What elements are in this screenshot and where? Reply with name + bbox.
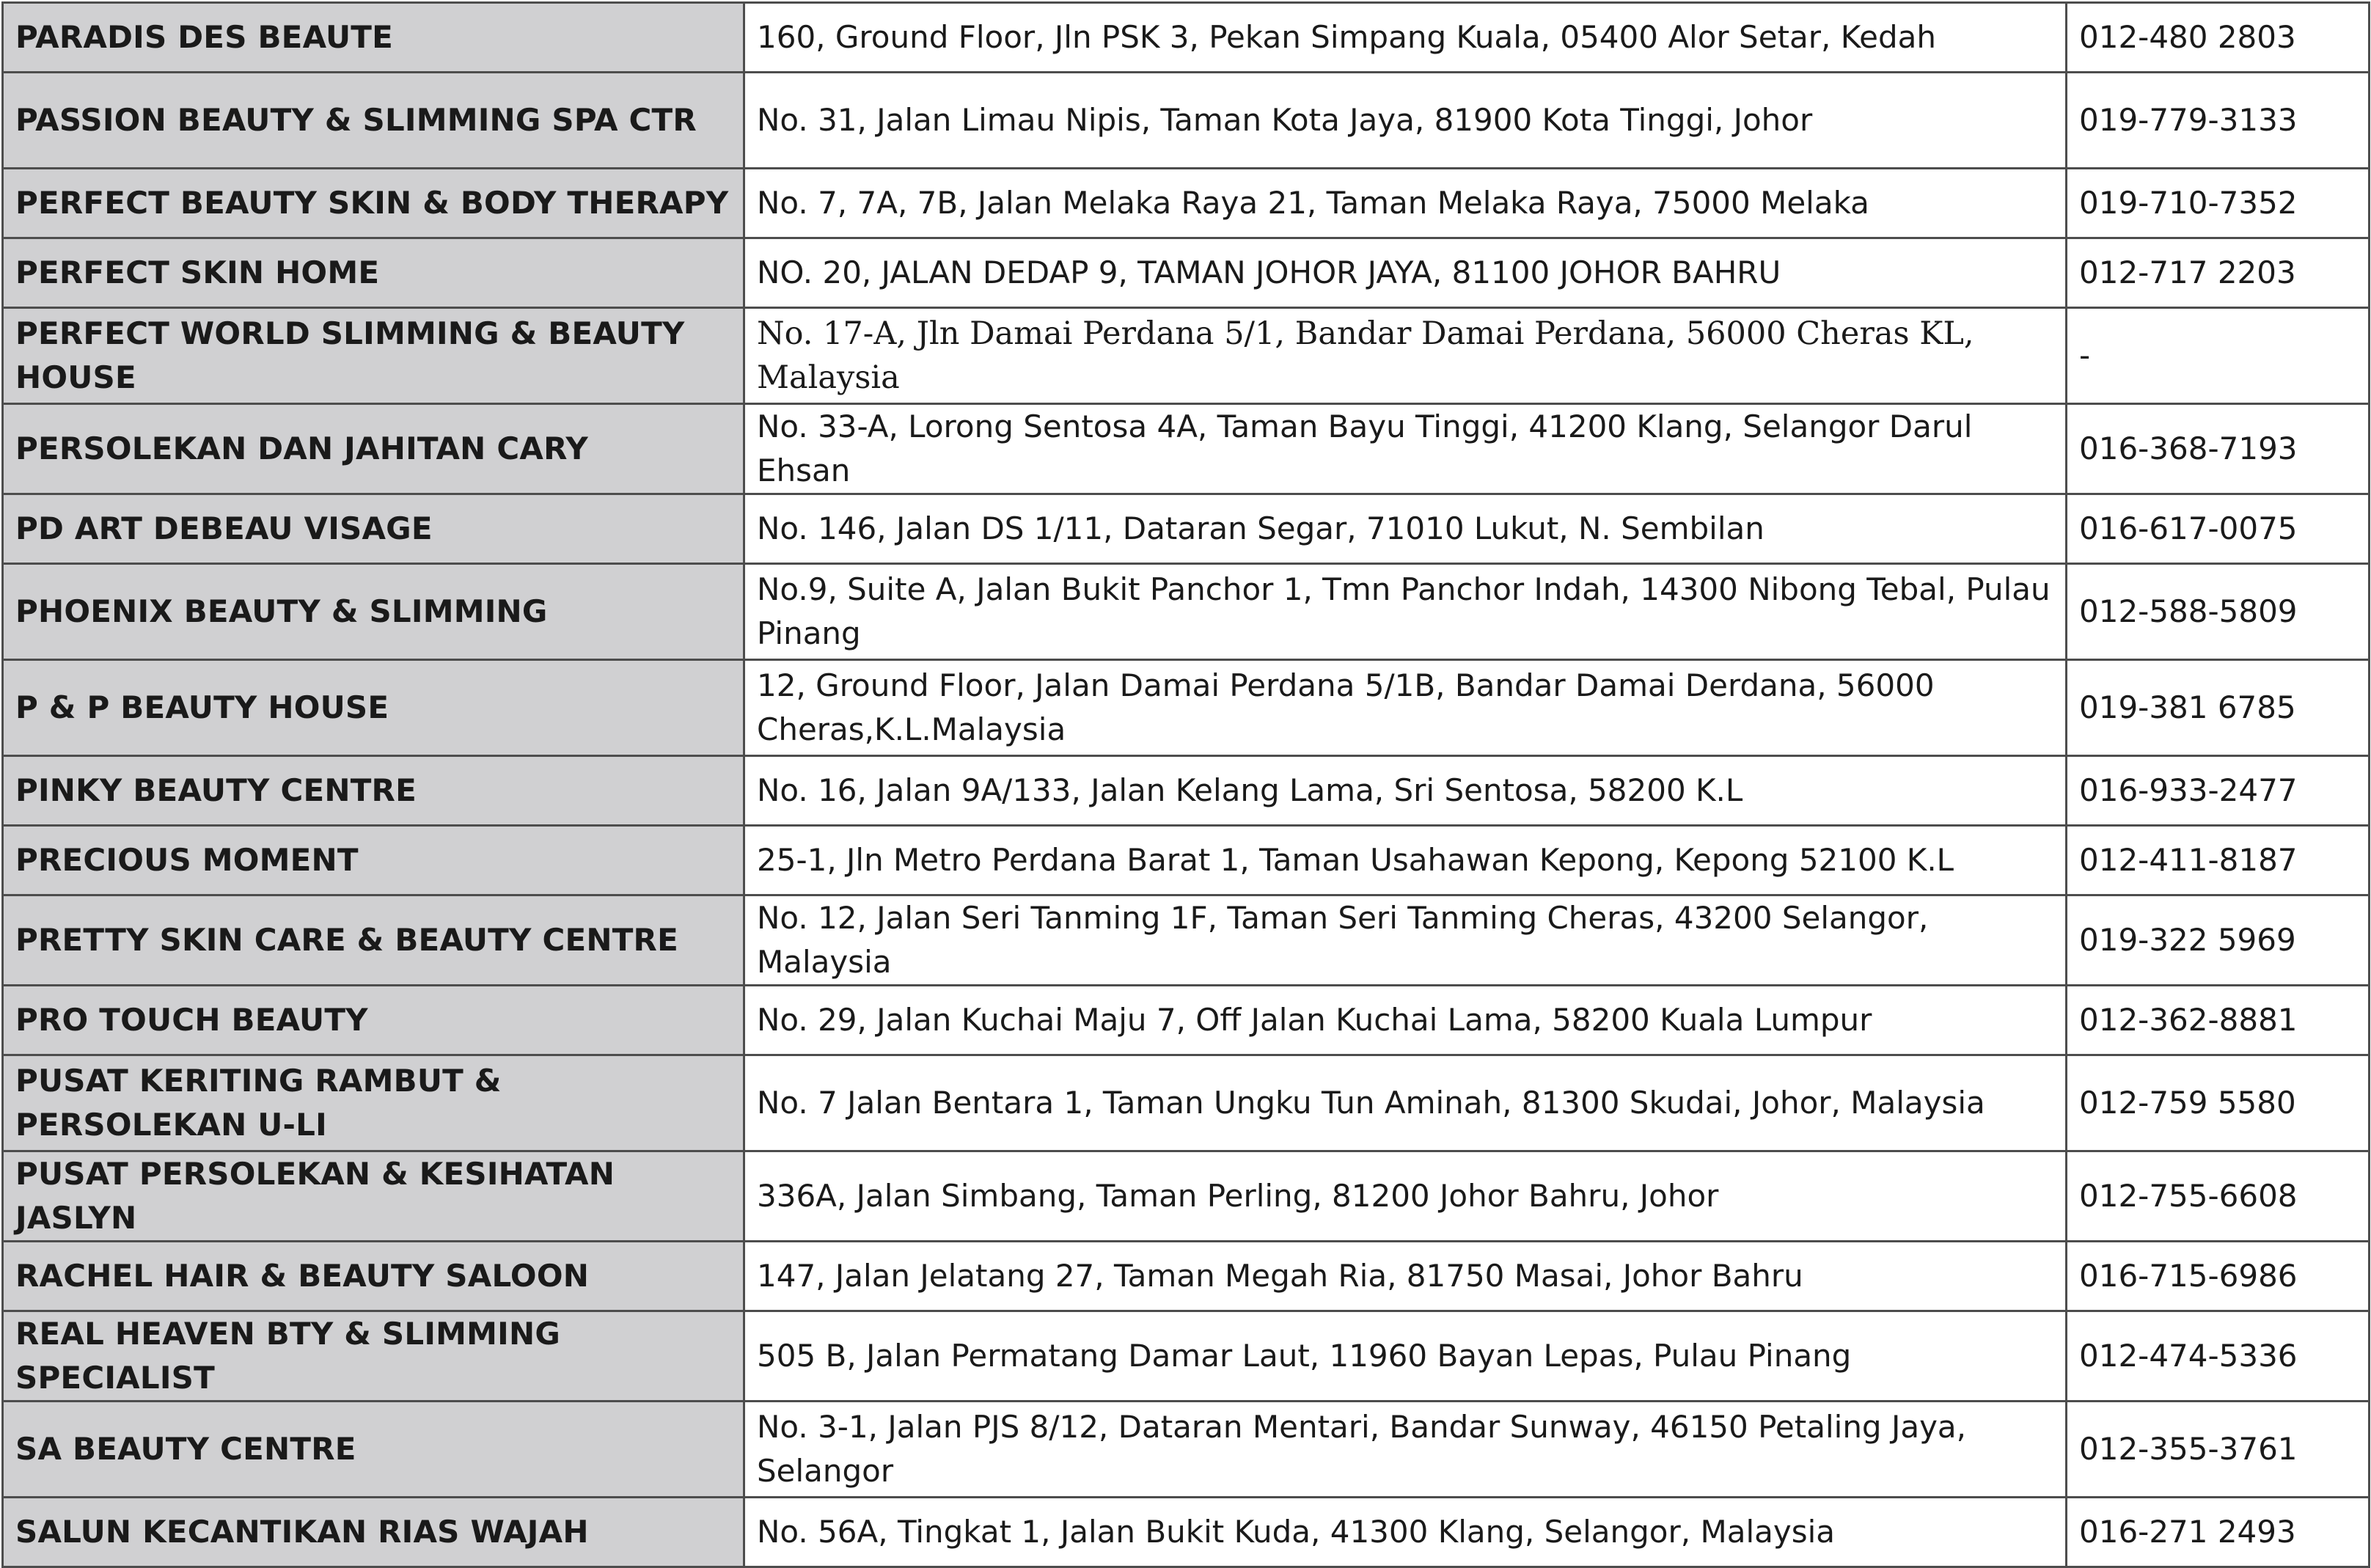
business-name: PUSAT PERSOLEKAN & KESIHATAN JASLYN bbox=[3, 1151, 744, 1242]
business-phone: 012-362-8881 bbox=[2067, 986, 2370, 1055]
business-name: PD ART DEBEAU VISAGE bbox=[3, 494, 744, 564]
business-name: P & P BEAUTY HOUSE bbox=[3, 660, 744, 756]
business-phone: 012-588-5809 bbox=[2067, 564, 2370, 660]
business-name: PINKY BEAUTY CENTRE bbox=[3, 756, 744, 826]
table-row bbox=[3, 564, 2370, 660]
business-address: 160, Ground Floor, Jln PSK 3, Pekan Simpang Kuala, 05400 Alor Setar, Kedah bbox=[744, 3, 2067, 73]
table-row bbox=[3, 494, 2370, 564]
business-address: No. 33-A, Lorong Sentosa 4A, Taman Bayu Tinggi, 41200 Klang, Selangor Darul Ehsan bbox=[744, 404, 2067, 494]
business-name: PARADIS DES BEAUTE bbox=[3, 3, 744, 73]
business-phone: 016-933-2477 bbox=[2067, 756, 2370, 826]
table-row bbox=[3, 169, 2370, 238]
business-address: 147, Jalan Jelatang 27, Taman Megah Ria, 81750 Masai, Johor Bahru bbox=[744, 1242, 2067, 1311]
business-address: No. 12, Jalan Seri Tanming 1F, Taman Seri Tanming Cheras, 43200 Selangor, Malaysia bbox=[744, 895, 2067, 986]
business-name: PERFECT SKIN HOME bbox=[3, 238, 744, 308]
business-phone: 019-381 6785 bbox=[2067, 660, 2370, 756]
table-row bbox=[3, 404, 2370, 494]
table-row bbox=[3, 1055, 2370, 1151]
table-row bbox=[3, 3, 2370, 73]
business-phone: - bbox=[2067, 308, 2370, 404]
table-row bbox=[3, 1151, 2370, 1242]
business-address: No. 16, Jalan 9A/133, Jalan Kelang Lama, Sri Sentosa, 58200 K.L bbox=[744, 756, 2067, 826]
business-address: No. 146, Jalan DS 1/11, Dataran Segar, 71010 Lukut, N. Sembilan bbox=[744, 494, 2067, 564]
business-phone: 016-617-0075 bbox=[2067, 494, 2370, 564]
business-phone: 019-710-7352 bbox=[2067, 169, 2370, 238]
business-address: No. 7, 7A, 7B, Jalan Melaka Raya 21, Taman Melaka Raya, 75000 Melaka bbox=[744, 169, 2067, 238]
business-address: 505 B, Jalan Permatang Damar Laut, 11960 Bayan Lepas, Pulau Pinang bbox=[744, 1311, 2067, 1402]
business-name: PHOENIX BEAUTY & SLIMMING bbox=[3, 564, 744, 660]
business-phone: 012-474-5336 bbox=[2067, 1311, 2370, 1402]
business-name: PUSAT KERITING RAMBUT & PERSOLEKAN U-LI bbox=[3, 1055, 744, 1151]
business-address: No. 7 Jalan Bentara 1, Taman Ungku Tun Aminah, 81300 Skudai, Johor, Malaysia bbox=[744, 1055, 2067, 1151]
table-row bbox=[3, 986, 2370, 1055]
business-phone: 012-411-8187 bbox=[2067, 826, 2370, 895]
business-name: PRO TOUCH BEAUTY bbox=[3, 986, 744, 1055]
business-name: PRETTY SKIN CARE & BEAUTY CENTRE bbox=[3, 895, 744, 986]
business-phone: 012-355-3761 bbox=[2067, 1402, 2370, 1498]
business-name: PERSOLEKAN DAN JAHITAN CARY bbox=[3, 404, 744, 494]
business-address: 336A, Jalan Simbang, Taman Perling, 81200 Johor Bahru, Johor bbox=[744, 1151, 2067, 1242]
business-name: SA BEAUTY CENTRE bbox=[3, 1402, 744, 1498]
business-address: 25-1, Jln Metro Perdana Barat 1, Taman Usahawan Kepong, Kepong 52100 K.L bbox=[744, 826, 2067, 895]
business-name: SALUN KECANTIKAN RIAS WAJAH bbox=[3, 1498, 744, 1567]
business-name: PERFECT BEAUTY SKIN & BODY THERAPY bbox=[3, 169, 744, 238]
table-row bbox=[3, 308, 2370, 404]
business-phone: 016-368-7193 bbox=[2067, 404, 2370, 494]
business-phone: 012-755-6608 bbox=[2067, 1151, 2370, 1242]
business-name: PASSION BEAUTY & SLIMMING SPA CTR bbox=[3, 73, 744, 169]
table-row bbox=[3, 756, 2370, 826]
business-phone: 019-779-3133 bbox=[2067, 73, 2370, 169]
business-address: NO. 20, JALAN DEDAP 9, TAMAN JOHOR JAYA, 81100 JOHOR BAHRU bbox=[744, 238, 2067, 308]
business-address: No. 17-A, Jln Damai Perdana 5/1, Bandar Damai Perdana, 56000 Cheras KL, Malaysia bbox=[744, 308, 2067, 404]
table-row bbox=[3, 238, 2370, 308]
business-phone: 012-717 2203 bbox=[2067, 238, 2370, 308]
business-address: No. 56A, Tingkat 1, Jalan Bukit Kuda, 41300 Klang, Selangor, Malaysia bbox=[744, 1498, 2067, 1567]
table-row bbox=[3, 1402, 2370, 1498]
business-phone: 016-271 2493 bbox=[2067, 1498, 2370, 1567]
table-row bbox=[3, 895, 2370, 986]
table-row bbox=[3, 1498, 2370, 1567]
table-row bbox=[3, 826, 2370, 895]
business-address: No. 31, Jalan Limau Nipis, Taman Kota Jaya, 81900 Kota Tinggi, Johor bbox=[744, 73, 2067, 169]
business-address: No. 3-1, Jalan PJS 8/12, Dataran Mentari, Bandar Sunway, 46150 Petaling Jaya, Selangor bbox=[744, 1402, 2067, 1498]
business-name: PRECIOUS MOMENT bbox=[3, 826, 744, 895]
business-address: No. 29, Jalan Kuchai Maju 7, Off Jalan Kuchai Lama, 58200 Kuala Lumpur bbox=[744, 986, 2067, 1055]
business-name: REAL HEAVEN BTY & SLIMMING SPECIALIST bbox=[3, 1311, 744, 1402]
table-row bbox=[3, 1311, 2370, 1402]
business-address: No.9, Suite A, Jalan Bukit Panchor 1, Tmn Panchor Indah, 14300 Nibong Tebal, Pulau Pinang bbox=[744, 564, 2067, 660]
business-name: PERFECT WORLD SLIMMING & BEAUTY HOUSE bbox=[3, 308, 744, 404]
table-row bbox=[3, 660, 2370, 756]
business-address: 12, Ground Floor, Jalan Damai Perdana 5/1B, Bandar Damai Derdana, 56000 Cheras,K.L.Malaysia bbox=[744, 660, 2067, 756]
table-row bbox=[3, 73, 2370, 169]
beauty-directory-table bbox=[1, 1, 2370, 1568]
business-phone: 012-480 2803 bbox=[2067, 3, 2370, 73]
table-row bbox=[3, 1242, 2370, 1311]
business-phone: 019-322 5969 bbox=[2067, 895, 2370, 986]
business-phone: 012-759 5580 bbox=[2067, 1055, 2370, 1151]
business-name: RACHEL HAIR & BEAUTY SALOON bbox=[3, 1242, 744, 1311]
business-phone: 016-715-6986 bbox=[2067, 1242, 2370, 1311]
